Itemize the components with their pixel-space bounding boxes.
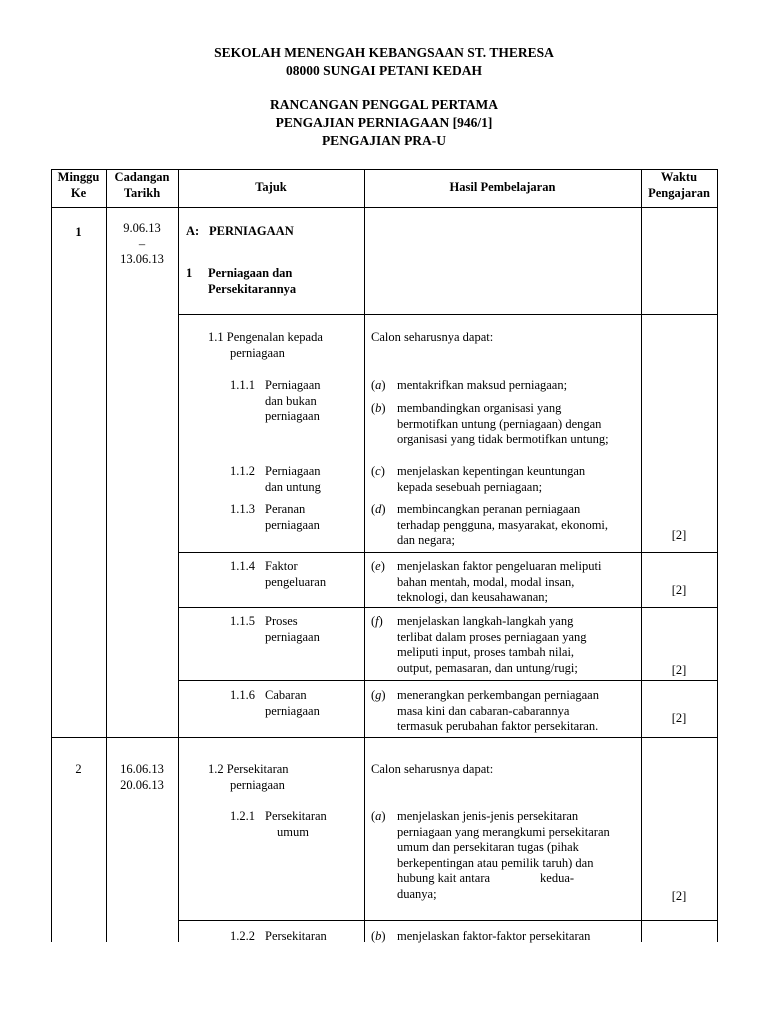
outcome-a: (a): [371, 809, 386, 823]
subtopic-1-2-line1: 1.2 Persekitaran: [208, 762, 289, 776]
col-border-3: [364, 169, 365, 942]
subtopic-title-line1: Proses: [265, 614, 298, 628]
date-start: 9.06.13: [123, 221, 161, 235]
col-border-4: [641, 169, 642, 942]
outcome-line: bahan mentah, modal, modal insan,: [397, 574, 575, 589]
section-title: PERNIAGAAN: [209, 224, 294, 238]
outcome-line: menjelaskan jenis-jenis persekitaran: [397, 809, 579, 823]
col-header-date-line2: Tarikh: [123, 185, 161, 200]
subtopic-title: [265, 464, 321, 495]
col-border-5: [717, 169, 718, 942]
subtopic-number: 1.1.5: [230, 614, 255, 628]
outcome-b-text: menjelaskan faktor-faktor persekitaran: [397, 929, 591, 943]
subtopic-title-line1: Persekitaran: [265, 809, 327, 823]
col-header-outcome: Hasil Pembelajaran: [449, 180, 556, 194]
outcome-f: (f): [371, 614, 383, 628]
subtopic-number: 1.1.6: [230, 688, 255, 702]
date-end: 13.06.13: [120, 252, 164, 266]
row-border: [178, 920, 717, 921]
plan-title: RANCANGAN PENGGAL PERTAMA: [269, 97, 499, 112]
subtopic-title-line3: perniagaan: [265, 409, 320, 423]
subtopic-title-line2: perniagaan: [265, 629, 320, 644]
outcome-e-text: [397, 559, 601, 606]
school-name: SEKOLAH MENENGAH KEBANGSAAN ST. THERESA: [214, 45, 554, 60]
subject-title: PENGAJIAN PERNIAGAAN [946/1]: [275, 115, 493, 130]
outcome-line: meliputi input, proses tambah nilai,: [397, 645, 575, 659]
subtopic-title: [265, 688, 320, 719]
subtopic-title-line2: dan bukan: [265, 393, 317, 408]
outcome-b-text: [397, 401, 609, 448]
date-dash: –: [138, 236, 146, 251]
subtopic-title: [265, 559, 326, 590]
outcome-g: (g): [371, 688, 386, 702]
subtopic-title-line2: dan untung: [265, 479, 321, 494]
subtopic-title-line2: umum: [277, 824, 309, 839]
teaching-time: [2]: [671, 889, 687, 903]
outcome-intro: Calon seharusnya dapat:: [371, 330, 494, 344]
col-header-time-line2: Pengajaran: [648, 185, 710, 200]
outcome-d-text: [397, 502, 608, 549]
outcome-b: (b): [371, 401, 386, 415]
teaching-time: [2]: [671, 583, 687, 597]
date-range: [106, 762, 178, 793]
col-header-date-line1: Cadangan: [114, 170, 170, 184]
teaching-time: [2]: [671, 528, 687, 542]
col-header-week-line2: Ke: [70, 185, 87, 200]
row-border: [178, 314, 717, 315]
subtopic-1-2: [208, 762, 289, 793]
subtopic-title-line1: Faktor: [265, 559, 298, 573]
outcome-line: menjelaskan kepentingan keuntungan: [397, 464, 586, 478]
outcome-letter: f: [375, 614, 379, 628]
subtopic-title: [265, 809, 327, 840]
subtopic-title: [265, 502, 320, 533]
subtopic-title: [265, 614, 320, 645]
outcome-d: (d): [371, 502, 386, 516]
outcome-line: duanya;: [397, 886, 437, 901]
outcome-letter: e: [375, 559, 381, 573]
date-start: 16.06.13: [120, 762, 164, 776]
col-header-time-line1: Waktu: [660, 170, 698, 184]
col-header-date: [106, 170, 178, 201]
outcome-line: dan negara;: [397, 533, 455, 547]
subtopic-number: 1.2.1: [230, 809, 255, 823]
col-border-0: [51, 169, 52, 942]
col-header-week: [51, 170, 106, 201]
date-range: [106, 221, 178, 268]
outcome-line-part: kedua-: [540, 871, 575, 885]
level-title: PENGAJIAN PRA-U: [321, 133, 447, 148]
section-label: A:: [186, 224, 200, 238]
outcome-line-part: hubung kait antara: [397, 871, 491, 885]
teaching-time: [2]: [671, 711, 687, 725]
outcome-letter: b: [375, 401, 382, 415]
col-header-topic: Tajuk: [255, 180, 287, 194]
outcome-a-text: [397, 809, 610, 902]
outcome-line: menjelaskan faktor pengeluaran meliputi: [397, 559, 602, 573]
outcome-c-text: [397, 464, 585, 495]
subtopic-number: 1.2.2: [230, 929, 255, 943]
subtopic-1-1-line2: perniagaan: [230, 345, 285, 360]
outcome-intro: Calon seharusnya dapat:: [371, 762, 494, 776]
subtopic-number: 1.1.4: [230, 559, 255, 573]
outcome-line: kepada sesebuah perniagaan;: [397, 479, 543, 494]
subtopic-1-1-line1: 1.1 Pengenalan kepada: [208, 330, 323, 344]
outcome-line: umum dan persekitaran tugas (pihak: [397, 840, 579, 854]
outcome-a: (a): [371, 378, 386, 392]
subtopic-title-line1: Perniagaan: [265, 464, 321, 478]
outcome-line: membincangkan peranan perniagaan: [397, 502, 581, 516]
outcome-line: teknologi, dan keusahawanan;: [397, 590, 548, 604]
outcome-letter: a: [375, 378, 382, 392]
outcome-line: output, pemasaran, dan untung/rugi;: [397, 660, 578, 675]
col-border-2: [178, 169, 179, 942]
date-end: 20.06.13: [120, 777, 164, 792]
outcome-line: menerangkan perkembangan perniagaan: [397, 688, 599, 702]
col-header-time: [641, 170, 717, 201]
row-border: [178, 680, 717, 681]
topic-title-line1: Perniagaan dan: [208, 266, 293, 280]
subtopic-title-line1: Peranan: [265, 502, 306, 516]
outcome-line: masa kini dan cabaran-cabarannya: [397, 703, 570, 718]
topic-title: [208, 266, 296, 297]
outcome-letter: d: [375, 502, 382, 516]
subtopic-number: 1.1.1: [230, 378, 255, 392]
outcome-letter: c: [375, 464, 381, 478]
school-address: 08000 SUNGAI PETANI KEDAH: [286, 63, 482, 78]
outcome-letter: a: [375, 809, 382, 823]
outcome-a-text: mentakrifkan maksud perniagaan;: [397, 378, 568, 392]
outcome-line: terlibat dalam proses perniagaan yang: [397, 629, 587, 644]
outcome-c: (c): [371, 464, 385, 478]
row-border: [178, 552, 717, 553]
topic-number: 1: [186, 266, 193, 280]
outcome-line: terhadap pengguna, masyarakat, ekonomi,: [397, 517, 609, 532]
outcome-line: membandingkan organisasi yang: [397, 401, 562, 415]
outcome-line: organisasi yang tidak bermotifkan untung;: [397, 432, 609, 446]
outcome-g-text: [397, 688, 599, 735]
col-header-week-line1: Minggu: [57, 170, 100, 184]
col-border-1: [106, 169, 107, 942]
subtopic-number: 1.1.3: [230, 502, 255, 516]
subtopic-title-line2: perniagaan: [265, 703, 320, 718]
outcome-line: perniagaan yang merangkumi persekitaran: [397, 824, 610, 839]
outcome-e: (e): [371, 559, 385, 573]
week-number: 1: [75, 225, 82, 239]
subtopic-title: Persekitaran: [265, 929, 327, 943]
week-number: 2: [75, 762, 82, 776]
teaching-time: [2]: [671, 663, 687, 677]
subtopic-1-2-line2: perniagaan: [230, 777, 285, 792]
outcome-letter: b: [375, 929, 382, 943]
outcome-f-text: [397, 614, 587, 676]
row-border: [178, 607, 717, 608]
outcome-letter: g: [375, 688, 382, 702]
subtopic-number: 1.1.2: [230, 464, 255, 478]
outcome-b: (b): [371, 929, 386, 943]
outcome-line: termasuk perubahan faktor persekitaran.: [397, 719, 599, 733]
outcome-line: bermotifkan untung (perniagaan) dengan: [397, 416, 602, 431]
header-bottom-border: [51, 207, 717, 208]
subtopic-title-line1: Cabaran: [265, 688, 307, 702]
week1-bottom-border: [51, 737, 717, 738]
subtopic-title-line2: perniagaan: [265, 517, 320, 532]
outcome-line: menjelaskan langkah-langkah yang: [397, 614, 574, 628]
subtopic-title: [265, 378, 321, 425]
subtopic-1-1: [208, 330, 323, 361]
subtopic-title-line2: pengeluaran: [265, 574, 327, 589]
outcome-line: [397, 871, 610, 887]
subtopic-title-line1: Perniagaan: [265, 378, 321, 392]
topic-title-line2: Persekitarannya: [208, 281, 297, 296]
outcome-line: berkepentingan atau pemilik taruh) dan: [397, 855, 594, 870]
